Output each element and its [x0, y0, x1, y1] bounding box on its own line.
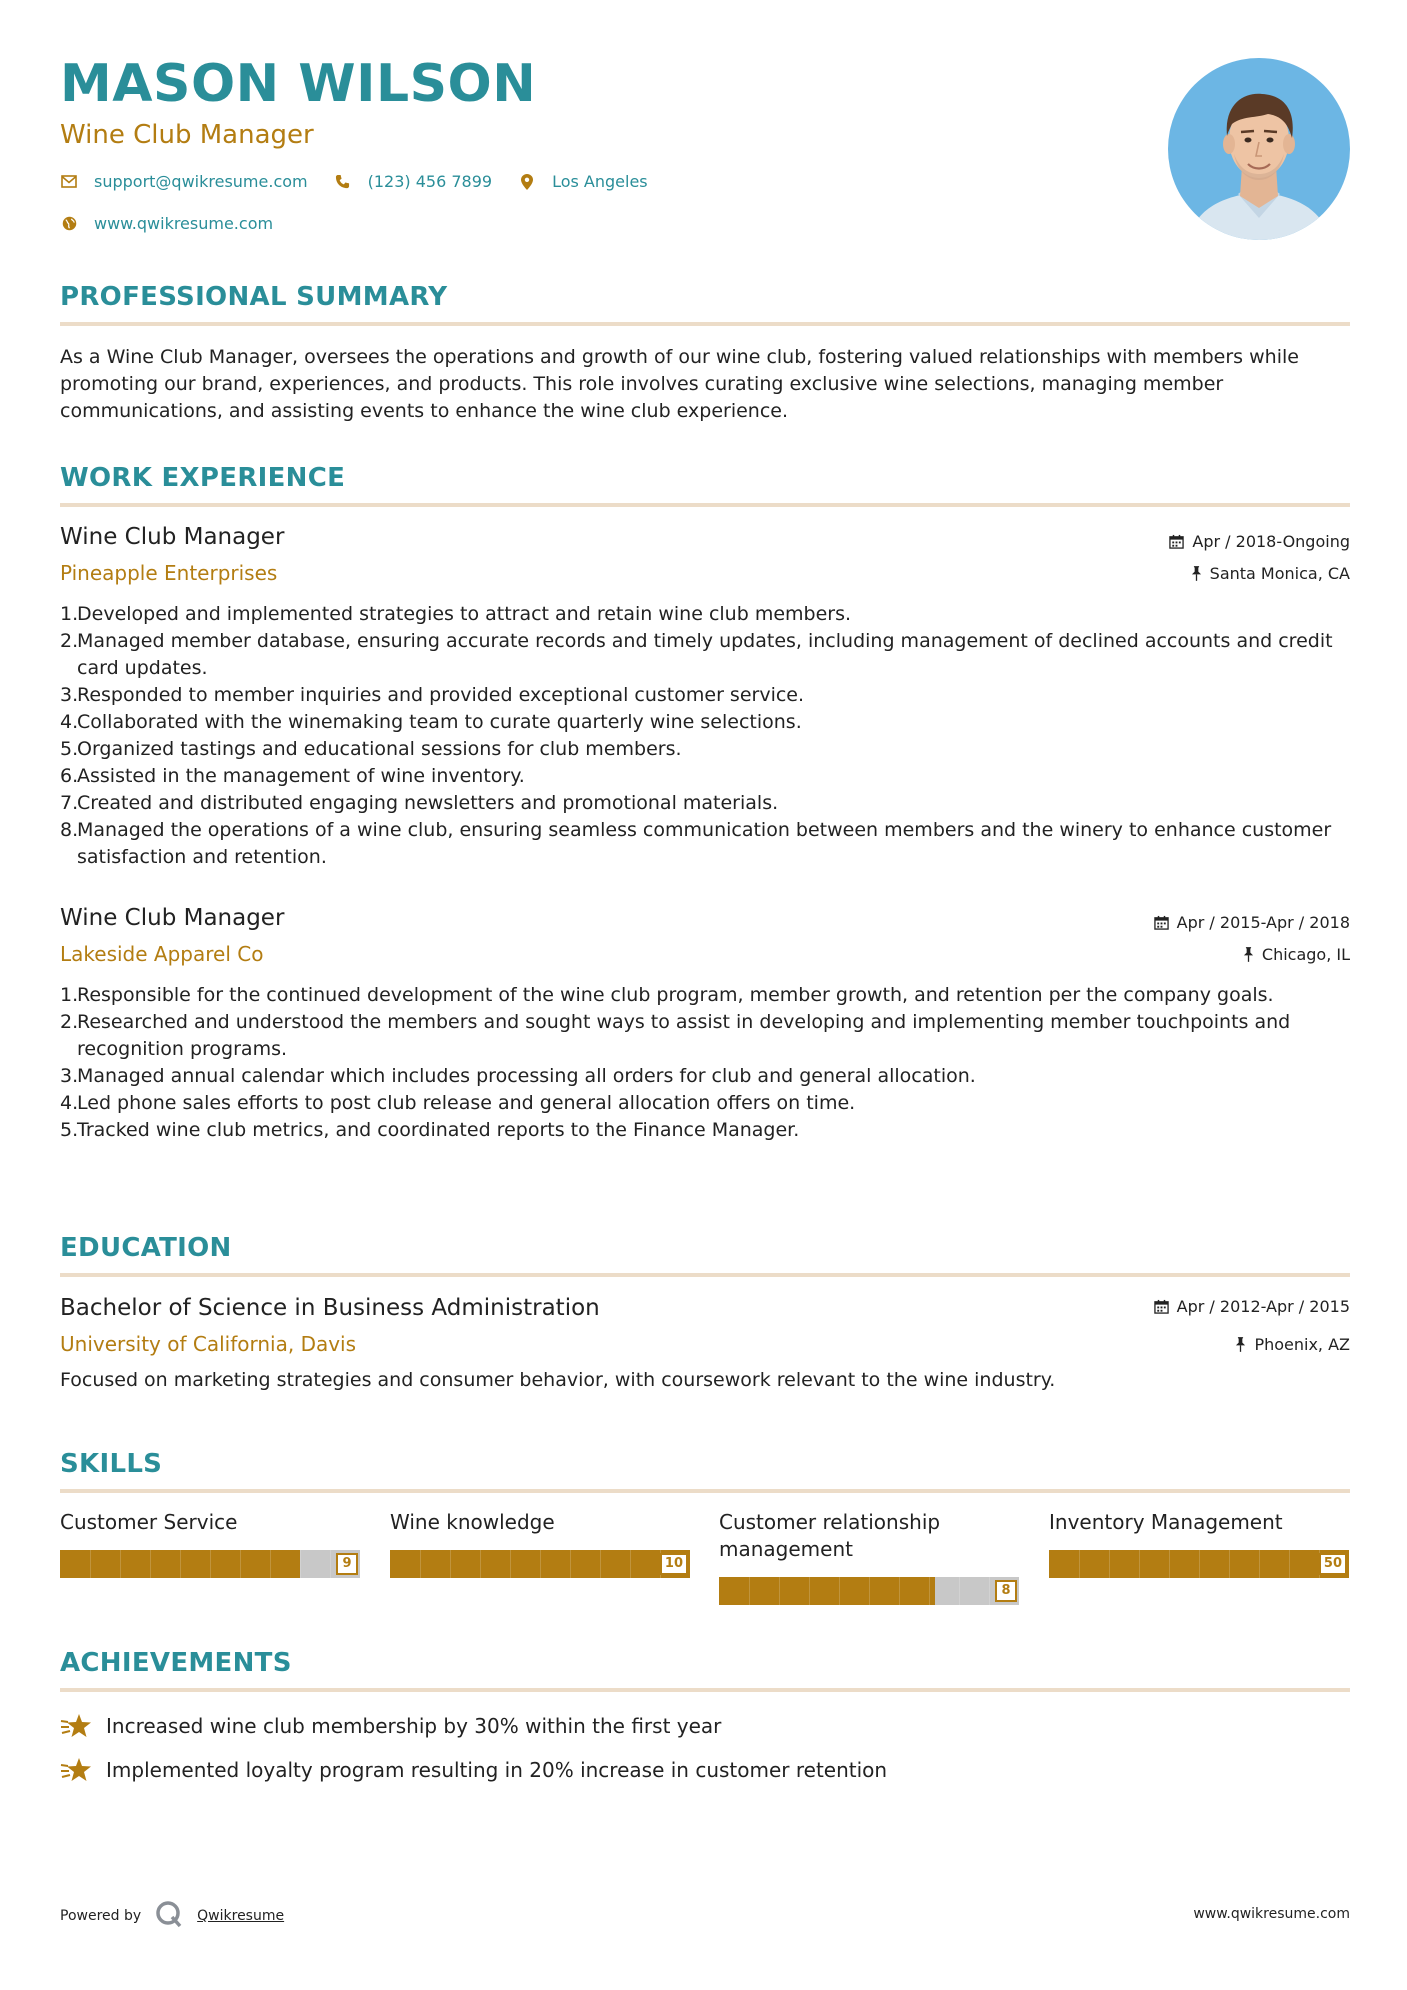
- map-pin-icon: [518, 173, 536, 191]
- shooting-star-icon: [60, 1712, 92, 1740]
- skill-bar-segment: [600, 1550, 601, 1578]
- skill-item: [60, 1509, 360, 1599]
- list-item: 7. Created and distributed engaging newsletters and promotional materials.: [60, 792, 779, 814]
- achievement-text: Implemented loyalty program resulting in 20% increase in customer retention: [106, 1758, 888, 1782]
- footer-powered-by: [60, 1900, 284, 1932]
- skill-bar-segment: [809, 1577, 810, 1605]
- skill-bar: [60, 1550, 360, 1578]
- list-item: 4. Led phone sales efforts to post club release and general allocation offers on time.: [60, 1092, 856, 1114]
- summary-text: As a Wine Club Manager, oversees the operations and growth of our wine club, fostering valued relationships with members while promoting our brand, experiences, and products. This role involves curating exclusive wine selections, managing member communications, and assisting events to enhance the wine club experience.: [60, 346, 1299, 422]
- skill-bar-segment: [1259, 1550, 1260, 1578]
- skill-level-badge: 8: [995, 1580, 1017, 1602]
- skill-bar-segment: [450, 1550, 451, 1578]
- resume-page: [60, 0, 1350, 1990]
- shooting-star-icon: [60, 1756, 92, 1784]
- pushpin-icon: [1191, 566, 1202, 581]
- education-section: [60, 1233, 1350, 1277]
- powered-by-label: Powered by: [60, 1908, 142, 1924]
- list-item: 2. Managed member database, ensuring accurate records and timely updates, including management of declined accounts and credit card updates.: [60, 630, 1333, 679]
- section-divider: [60, 1273, 1350, 1277]
- section-divider: [60, 503, 1350, 507]
- globe-icon: [60, 215, 78, 233]
- skill-bar-segment: [180, 1550, 181, 1578]
- footer-website[interactable]: www.qwikresume.com: [1193, 1906, 1350, 1922]
- job-company: Pineapple Enterprises: [60, 561, 278, 585]
- experience-heading: WORK EXPERIENCE: [60, 463, 346, 493]
- envelope-icon: [60, 173, 78, 191]
- job-location-text: Santa Monica, CA: [1209, 564, 1350, 583]
- summary-heading: PROFESSIONAL SUMMARY: [60, 282, 448, 312]
- achievement-text: Increased wine club membership by 30% within the first year: [106, 1714, 722, 1738]
- skill-level-badge: 10: [660, 1553, 688, 1575]
- skill-item: [1049, 1509, 1349, 1599]
- skill-item: [719, 1509, 1019, 1619]
- list-item: 1. Responsible for the continued development of the wine club program, member growth, and retention per the company goals.: [60, 984, 1274, 1006]
- skill-bar-fill: [719, 1577, 935, 1605]
- candidate-title: Wine Club Manager: [60, 120, 314, 150]
- skill-bar-segment: [929, 1577, 930, 1605]
- skill-bar-segment: [240, 1550, 241, 1578]
- list-item: 4. Collaborated with the winemaking team to curate quarterly wine selections.: [60, 711, 802, 733]
- skills-section: [60, 1449, 1350, 1493]
- job-title: Wine Club Manager: [60, 524, 285, 550]
- contact-row: [60, 172, 674, 191]
- skill-bar-segment: [510, 1550, 511, 1578]
- skill-bar-segment: [1109, 1550, 1110, 1578]
- skill-name: Wine knowledge: [390, 1510, 555, 1534]
- list-item: 5. Tracked wine club metrics, and coordinated reports to the Finance Manager.: [60, 1119, 800, 1141]
- location-text: Los Angeles: [552, 172, 648, 191]
- skill-bar-segment: [1229, 1550, 1230, 1578]
- calendar-icon: [1169, 534, 1184, 549]
- pushpin-icon: [1243, 947, 1254, 962]
- job-dates: [1169, 532, 1350, 551]
- job-location: [1191, 564, 1350, 583]
- skill-bar: [719, 1577, 1019, 1605]
- job-bullets: [60, 982, 1350, 1144]
- skill-name: Customer Service: [60, 1510, 238, 1534]
- skill-bar-segment: [1139, 1550, 1140, 1578]
- contact-location: [518, 172, 648, 191]
- skill-bar-segment: [989, 1577, 990, 1605]
- contact-email[interactable]: [60, 172, 308, 191]
- job-dates-text: Apr / 2018-Ongoing: [1192, 532, 1350, 551]
- skill-bar: [390, 1550, 690, 1578]
- list-item: 2. Researched and understood the members and sought ways to assist in developing and implementing member touchpoints and recognition programs.: [60, 1011, 1291, 1060]
- skill-bar-segment: [749, 1577, 750, 1605]
- list-item: 1. Developed and implemented strategies to attract and retain wine club members.: [60, 603, 852, 625]
- list-item: 6. Assisted in the management of wine inventory.: [60, 765, 525, 787]
- job-location-text: Chicago, IL: [1261, 945, 1350, 964]
- email-text[interactable]: support@qwikresume.com: [94, 172, 308, 191]
- degree-title: Bachelor of Science in Business Administration: [60, 1295, 600, 1321]
- skill-bar-segment: [270, 1550, 271, 1578]
- skill-bar-segment: [150, 1550, 151, 1578]
- website-text[interactable]: www.qwikresume.com: [94, 214, 274, 233]
- list-item: 3. Responded to member inquiries and provided exceptional customer service.: [60, 684, 805, 706]
- skill-level-badge: 9: [336, 1553, 358, 1575]
- skill-bar-segment: [570, 1550, 571, 1578]
- skill-bar-segment: [90, 1550, 91, 1578]
- education-entry: [60, 1295, 1350, 1405]
- skill-item: [390, 1509, 690, 1599]
- skill-bar-segment: [839, 1577, 840, 1605]
- achievements-section: [60, 1648, 1350, 1692]
- education-description: Focused on marketing strategies and consumer behavior, with coursework relevant to the wine industry.: [60, 1369, 1056, 1391]
- achievements-heading: ACHIEVEMENTS: [60, 1648, 292, 1678]
- skill-bar-segment: [1169, 1550, 1170, 1578]
- profile-photo: [1168, 58, 1350, 240]
- skill-bar-segment: [210, 1550, 211, 1578]
- education-dates-text: Apr / 2012-Apr / 2015: [1176, 1297, 1350, 1316]
- education-dates: [1154, 1297, 1350, 1316]
- job-location: [1243, 945, 1350, 964]
- section-divider: [60, 1489, 1350, 1493]
- pushpin-icon: [1235, 1337, 1246, 1352]
- education-location: [1235, 1335, 1350, 1354]
- achievement-item: [60, 1756, 887, 1784]
- skill-bar-segment: [779, 1577, 780, 1605]
- contact-website[interactable]: [60, 214, 273, 233]
- skill-name: Inventory Management: [1049, 1510, 1283, 1534]
- skill-bar-segment: [540, 1550, 541, 1578]
- job-title: Wine Club Manager: [60, 905, 285, 931]
- job-dates-text: Apr / 2015-Apr / 2018: [1176, 913, 1350, 932]
- job-entry: [60, 524, 1350, 874]
- calendar-icon: [1154, 915, 1169, 930]
- skill-bar-segment: [480, 1550, 481, 1578]
- skill-bar-segment: [300, 1550, 301, 1578]
- candidate-name: MASON WILSON: [60, 54, 537, 114]
- skill-bar-segment: [420, 1550, 421, 1578]
- skill-bar-segment: [1289, 1550, 1290, 1578]
- job-company: Lakeside Apparel Co: [60, 942, 264, 966]
- education-location-text: Phoenix, AZ: [1254, 1335, 1350, 1354]
- skill-bar-segment: [330, 1550, 331, 1578]
- contact-phone[interactable]: [334, 172, 492, 191]
- phone-icon: [334, 173, 352, 191]
- school-name: University of California, Davis: [60, 1332, 357, 1356]
- skill-bar-segment: [1079, 1550, 1080, 1578]
- contact-row-website: [60, 214, 299, 233]
- skill-bar-segment: [869, 1577, 870, 1605]
- skill-bar-segment: [1199, 1550, 1200, 1578]
- job-entry: [60, 905, 1350, 1185]
- skill-bar-segment: [630, 1550, 631, 1578]
- summary-section: [60, 282, 1350, 326]
- phone-text[interactable]: (123) 456 7899: [367, 172, 493, 191]
- list-item: 5. Organized tastings and educational sessions for club members.: [60, 738, 682, 760]
- calendar-icon: [1154, 1299, 1169, 1314]
- achievement-item: [60, 1712, 721, 1740]
- section-divider: [60, 1688, 1350, 1692]
- qwikresume-logo-icon: [155, 1900, 183, 1932]
- skill-bar-segment: [899, 1577, 900, 1605]
- section-divider: [60, 322, 1350, 326]
- skill-bar-segment: [959, 1577, 960, 1605]
- list-item: 3. Managed annual calendar which includes processing all orders for club and general allocation.: [60, 1065, 976, 1087]
- skill-bar: [1049, 1550, 1349, 1578]
- qwikresume-link[interactable]: Qwikresume: [197, 1908, 285, 1924]
- skill-level-badge: 50: [1319, 1553, 1347, 1575]
- job-dates: [1154, 913, 1350, 932]
- skill-name: Customer relationship management: [719, 1510, 941, 1561]
- experience-section: [60, 463, 1350, 507]
- list-item: 8. Managed the operations of a wine club, ensuring seamless communication between members and the winery to enhance customer satisfaction and retention.: [60, 819, 1332, 868]
- skill-bar-segment: [120, 1550, 121, 1578]
- skills-heading: SKILLS: [60, 1449, 163, 1479]
- job-bullets: [60, 601, 1350, 871]
- education-heading: EDUCATION: [60, 1233, 232, 1263]
